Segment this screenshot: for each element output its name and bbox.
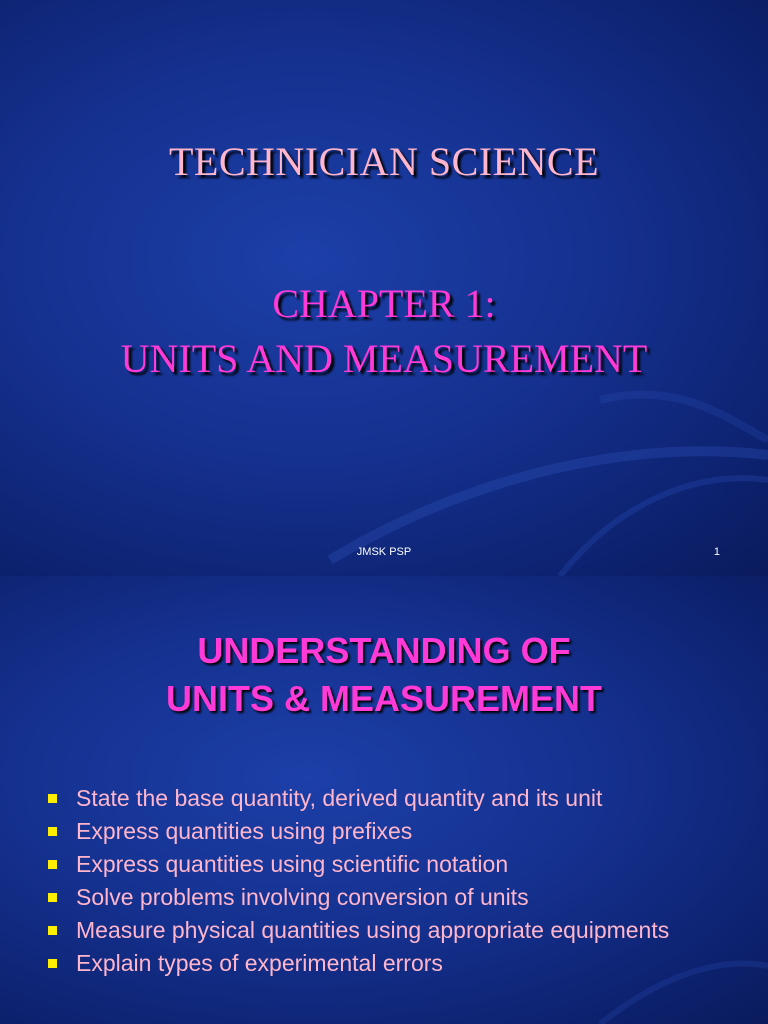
slide-title: TECHNICIAN SCIENCE bbox=[168, 139, 600, 184]
chapter-heading: CHAPTER 1: bbox=[272, 281, 496, 326]
list-item bbox=[48, 850, 688, 878]
square-bullet-icon bbox=[48, 860, 57, 869]
square-bullet-icon bbox=[48, 794, 57, 803]
list-item-text: Explain types of experimental errors bbox=[76, 950, 443, 976]
list-item bbox=[48, 949, 688, 977]
square-bullet-icon bbox=[48, 959, 57, 968]
list-item bbox=[48, 784, 688, 812]
square-bullet-icon bbox=[48, 893, 57, 902]
list-item bbox=[48, 883, 688, 911]
chapter-subtitle: UNITS AND MEASUREMENT bbox=[120, 336, 648, 381]
list-item bbox=[48, 817, 688, 845]
list-item-text: Express quantities using prefixes bbox=[76, 818, 413, 844]
square-bullet-icon bbox=[48, 827, 57, 836]
page-number: 1 bbox=[713, 546, 720, 558]
list-item bbox=[48, 916, 688, 944]
list-item-text: State the base quantity, derived quantity and its unit bbox=[76, 785, 603, 811]
slide-2 bbox=[0, 576, 768, 1024]
section-title: UNDERSTANDING OF bbox=[197, 630, 571, 671]
slide-footer: JMSK PSP bbox=[356, 546, 412, 558]
list-item-text: Express quantities using scientific notation bbox=[76, 851, 509, 877]
list-item-text: Solve problems involving conversion of units bbox=[76, 884, 529, 910]
objectives-list bbox=[48, 784, 688, 982]
section-subtitle: UNITS & MEASUREMENT bbox=[165, 678, 602, 719]
list-item-text: Measure physical quantities using appropriate equipments bbox=[76, 917, 670, 943]
square-bullet-icon bbox=[48, 926, 57, 935]
